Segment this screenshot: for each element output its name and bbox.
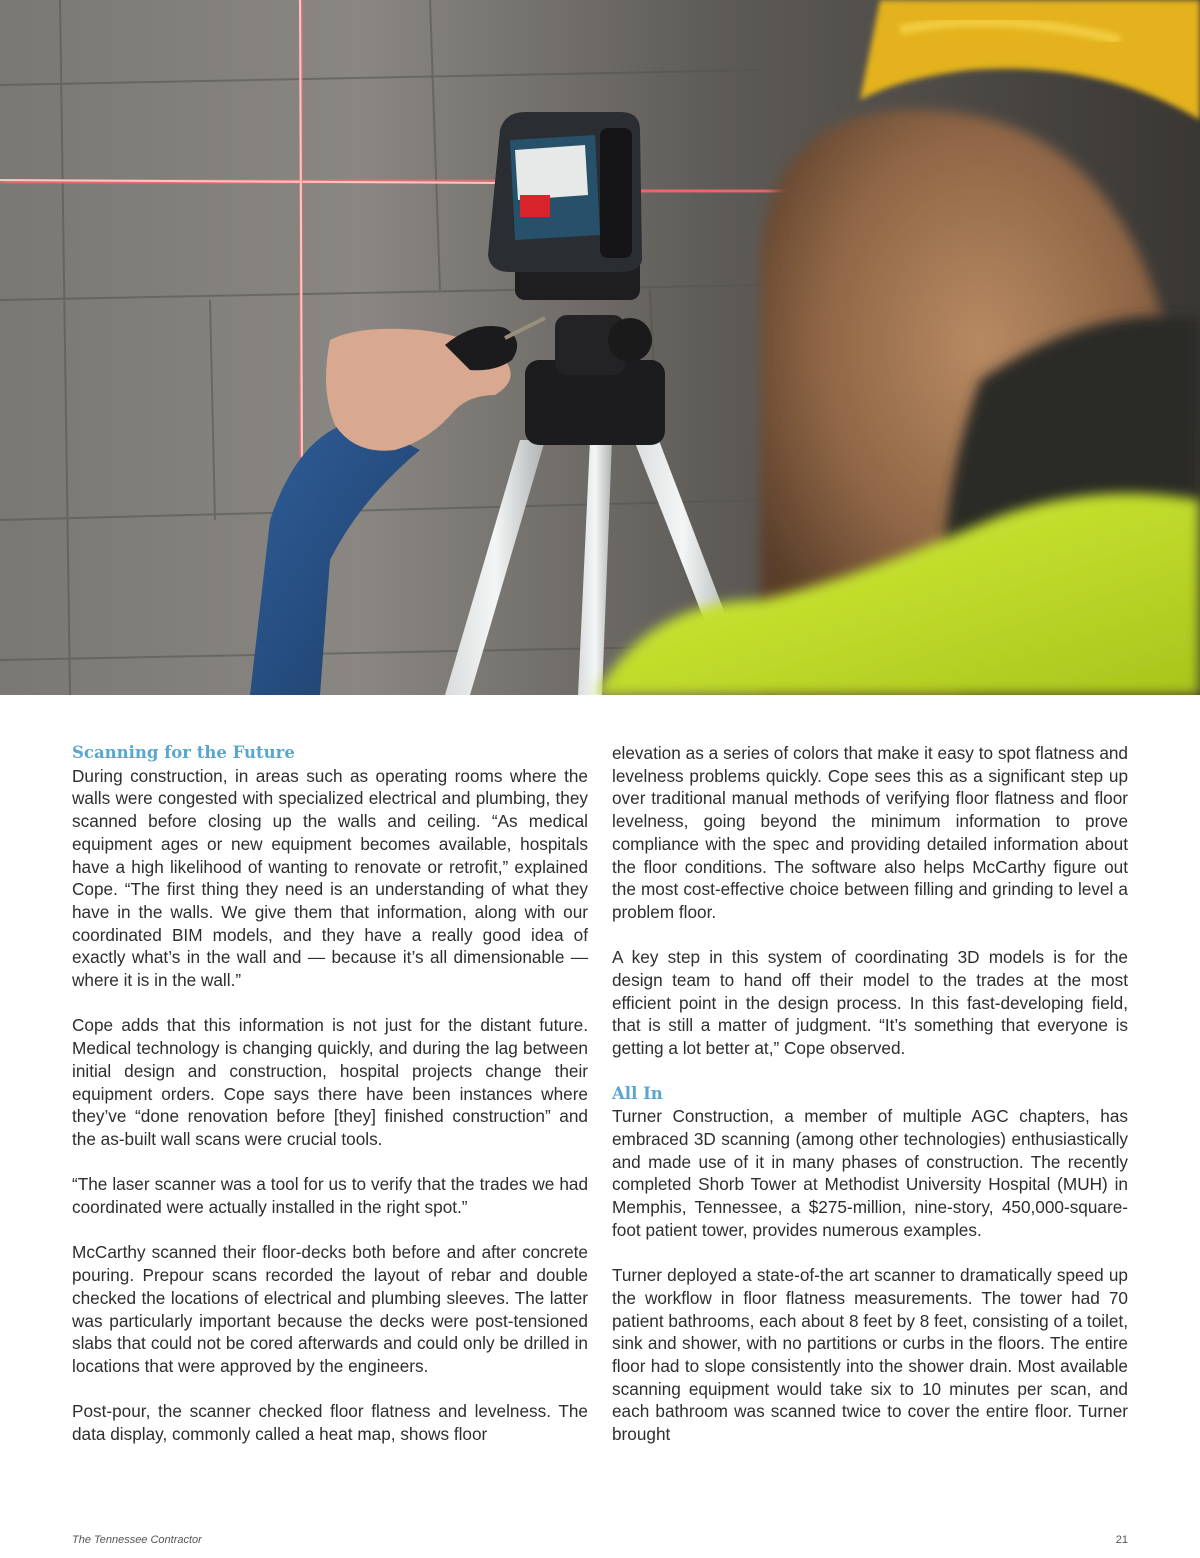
- page-number: 21: [1115, 1534, 1128, 1546]
- paragraph: Turner deployed a state-of-the art scanner to dramatically speed up the workflow in floor flatness measurements. The tower had 70 patient bathrooms, each about 8 feet by 8 feet, consisting of a toilet, sink and shower, with no partitions or curbs in the floors. The entire floor had to slope consistently into the shower drain. Most available scanning equipment would take six to 10 minutes per scan, and each bathroom was scanned twice to cover the entire floor. Turner brought: [612, 1265, 1128, 1445]
- section-heading-scanning: Scanning for the Future: [72, 743, 295, 762]
- paragraph: elevation as a series of colors that make it easy to spot flatness and levelness problems quickly. Cope sees this as a significant step up over traditional manual methods of verifying floor flatness and floor levelness, going beyond the minimum information to prove compliance with the spec and providing detailed information about the floor conditions. The software also helps McCarthy figure out the most cost-effective choice between filling and grinding to level a problem floor.: [612, 743, 1128, 922]
- paragraph: A key step in this system of coordinating 3D models is for the design team to hand off their model to the trades at the most efficient point in the design process. In this fast-developing field, that is still a matter of judgment. “It’s something that everyone is getting a lot better at,” Cope observed.: [612, 947, 1128, 1059]
- publication-name: The Tennessee Contractor: [72, 1534, 202, 1546]
- paragraph: Post-pour, the scanner checked floor flatness and levelness. The data display, commonly called a heat map, shows floor: [72, 1401, 588, 1445]
- paragraph: “The laser scanner was a tool for us to verify that the trades we had coordinated were actually installed in the right spot.”: [72, 1174, 588, 1218]
- paragraph: Turner Construction, a member of multiple AGC chapters, has embraced 3D scanning (among other technologies) enthusiastically and made use of it in many phases of construction. The recently completed Shorb Tower at Methodist University Hospital (MUH) in Memphis, Tennessee, a $275-million, nine-story, 450,000-square-foot patient tower, provides numerous examples.: [612, 1106, 1128, 1240]
- laser-level-icon: [488, 112, 642, 300]
- photo-illustration: [0, 0, 1200, 695]
- article-column-left: [72, 742, 588, 1446]
- paragraph: Cope adds that this information is not just for the distant future. Medical technology is changing quickly, and during the lag between initial design and construction, hospital projects change their equipment orders. Cope says there have been instances where they’ve “done renovation before [they] finished construction” and the as-built wall scans were crucial tools.: [72, 1015, 588, 1149]
- section-heading-all-in: All In: [612, 1083, 663, 1103]
- hero-photo: [0, 0, 1200, 695]
- paragraph: During construction, in areas such as operating rooms where the walls were congested with specialized electrical and plumbing, they scanned before closing up the walls and ceiling. “As medical equipment ages or new equipment becomes available, hospitals have a high likelihood of wanting to renovate or retrofit,” explained Cope. “The first thing they need is an understanding of what they have in the walls. We give them that information, along with our coordinated BIM models, and they have a really good idea of exactly what’s in the wall and — because it’s all dimensionable — where it is in the wall.”: [72, 765, 588, 991]
- paragraph: McCarthy scanned their floor-decks both before and after concrete pouring. Prepour scans recorded the layout of rebar and double checked the locations of electrical and plumbing sleeves. The latter was particularly important because the decks were post-tensioned slabs that could not be cored afterwards and could only be drilled in locations that were approved by the engineers.: [72, 1242, 588, 1376]
- article-column-right: [612, 742, 1128, 1446]
